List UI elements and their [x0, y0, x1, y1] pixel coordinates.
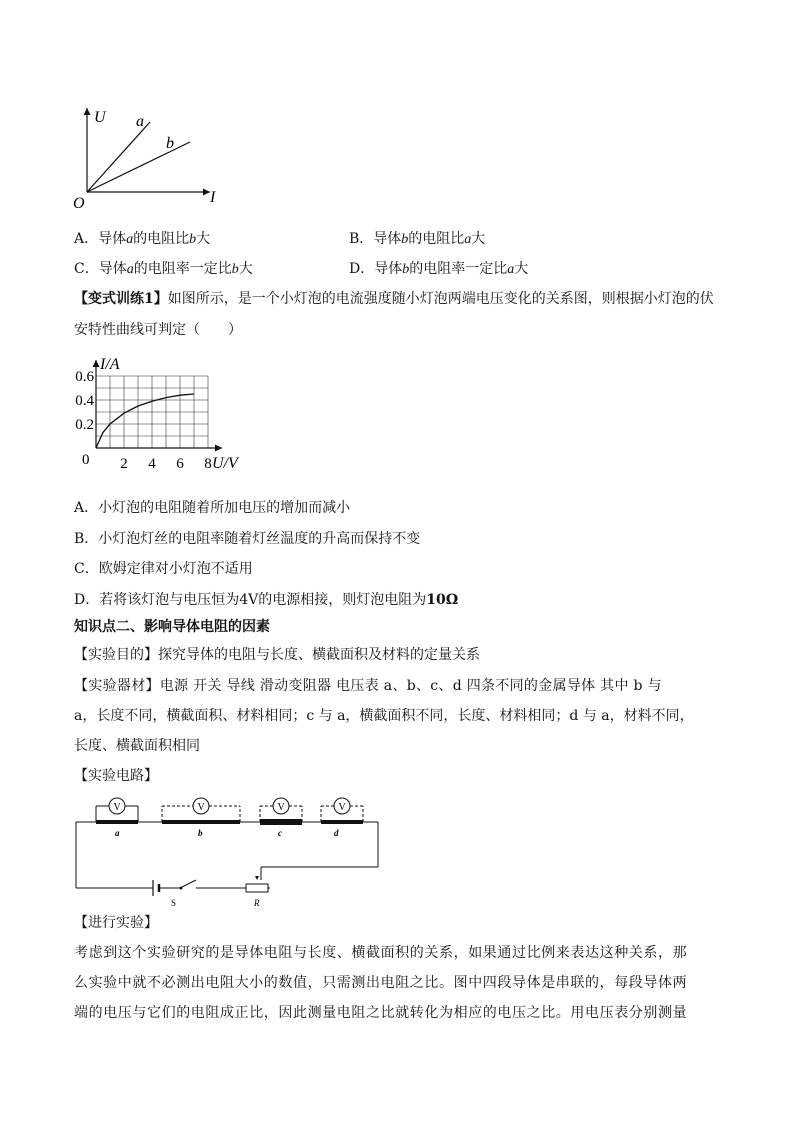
- q1-option-a-mid: 的电阻比: [133, 231, 190, 247]
- switch[interactable]: [180, 880, 197, 890]
- q1-option-a-var: a: [126, 232, 134, 247]
- rheostat[interactable]: [246, 884, 268, 892]
- conductor-c: [260, 819, 302, 825]
- q1-option-c-prefix: C．导体: [74, 261, 127, 277]
- switch-label: S: [171, 898, 177, 906]
- q1-option-a-prefix: A．导体: [74, 231, 127, 247]
- q1-option-d-var2: a: [507, 262, 515, 277]
- voltmeter-a-symbol: V: [113, 802, 121, 813]
- line-b: [87, 142, 190, 192]
- q1-option-a[interactable]: [74, 228, 210, 248]
- voltmeter-d-symbol: V: [338, 802, 346, 813]
- iu-xtick-label: 4: [148, 456, 156, 472]
- conductor-d-label: d: [334, 828, 339, 838]
- equip-line1: [74, 676, 662, 696]
- q1-option-b-var: b: [401, 232, 409, 247]
- q1-option-d-prefix: D．导体: [349, 261, 403, 277]
- variant1-line1: [74, 289, 714, 309]
- ui-graph: [70, 100, 230, 215]
- conductor-a-label: a: [115, 828, 120, 838]
- variant1-option-b[interactable]: B．小灯泡灯丝的电阻率随着灯丝温度的升高而保持不变: [74, 531, 421, 547]
- q1-option-c-mid: 的电阻率一定比: [133, 261, 232, 277]
- voltmeter-b[interactable]: [193, 798, 209, 814]
- line-a: [87, 122, 150, 192]
- line-b-label: b: [166, 135, 174, 152]
- equip-tag: 【实验器材】: [74, 678, 160, 694]
- procedure-tag: 【进行实验】: [74, 915, 158, 931]
- variant1-option-d[interactable]: [74, 590, 458, 610]
- purpose-tag: 【实验目的】: [74, 647, 158, 663]
- q1-option-d-suffix: 大: [514, 261, 529, 277]
- iu-curve: [96, 394, 194, 448]
- iu-ytick-label: 0.6: [75, 369, 94, 385]
- q1-option-b-prefix: B．导体: [349, 231, 402, 247]
- voltmeter-b-symbol: V: [197, 802, 205, 813]
- q1-option-c[interactable]: [74, 258, 253, 278]
- variant1-option-a[interactable]: A．小灯泡的电阻随着所加电压的增加而减小: [74, 500, 351, 516]
- procedure-line2: 么实验中就不必测出电阻大小的数值，只需测出电阻之比。图中四段导体是串联的，每段导体两: [74, 975, 688, 991]
- q1-option-d[interactable]: [349, 258, 528, 278]
- voltmeter-d[interactable]: [334, 798, 350, 814]
- procedure-line1: 考虑到这个实验研究的是导体电阻与长度、横截面积的关系，如果通过比例来表达这种关系，那: [74, 945, 688, 961]
- q1-option-d-var: b: [402, 262, 410, 277]
- q1-option-a-suffix: 大: [196, 231, 211, 247]
- variant1-option-d-text: D．若将该灯泡与电压恒为4V的电源相接，则灯泡电阻为: [74, 592, 427, 608]
- variant1-option-d-value: 10Ω: [426, 592, 459, 608]
- origin-label: O: [73, 195, 85, 212]
- conductor-a: [96, 820, 138, 824]
- q1-option-c-suffix: 大: [238, 261, 253, 277]
- voltmeter-c-symbol: V: [277, 802, 285, 813]
- voltmeter-c[interactable]: [273, 798, 289, 814]
- iu-xtick-label: 2: [120, 456, 128, 472]
- iu-chart: [66, 352, 256, 480]
- iu-xlabel: U/V: [212, 455, 238, 472]
- iu-ytick-label: 0.2: [75, 417, 94, 433]
- conductor-b-label: b: [198, 828, 203, 838]
- q1-option-b-mid: 的电阻比: [408, 231, 465, 247]
- rheostat-slider-arrow: [255, 876, 259, 880]
- q1-option-b[interactable]: [349, 228, 485, 248]
- q1-option-b-suffix: 大: [471, 231, 486, 247]
- iu-grid: [96, 376, 208, 448]
- voltmeter-a[interactable]: [109, 798, 125, 814]
- q1-option-d-mid: 的电阻率一定比: [409, 261, 508, 277]
- rheostat-label: R: [254, 898, 260, 906]
- variant1-line2: 安特性曲线可判定（ ）: [74, 322, 242, 338]
- i-axis-label: I: [210, 189, 216, 206]
- q1-option-c-var: a: [126, 262, 134, 277]
- purpose-text: 探究导体的电阻与长度、横截面积及材料的定量关系: [158, 647, 480, 663]
- u-axis-label: U: [94, 109, 106, 126]
- conductor-d: [321, 820, 363, 824]
- q1-option-b-var2: a: [464, 232, 472, 247]
- q1-option-c-var2: b: [231, 262, 239, 277]
- purpose-line: [74, 645, 480, 665]
- line-a-label: a: [136, 113, 144, 130]
- conductor-c-label: c: [278, 828, 282, 838]
- equip-line2: a，长度不同，横截面积、材料相同；c 与 a，横截面积不同，长度、材料相同；d 与 a，材料不同，: [74, 708, 694, 724]
- iu-ylabel: I/A: [100, 356, 120, 373]
- iu-origin-label: 0: [82, 452, 90, 468]
- iu-xtick-label: 6: [176, 456, 184, 472]
- iu-ytick-label: 0.4: [75, 393, 94, 409]
- section2-heading: 知识点二、影响导体电阻的因素: [74, 619, 270, 635]
- variant1-tag: 【变式训练1】: [74, 291, 168, 307]
- equip-line3: 长度、横截面积相同: [74, 738, 200, 754]
- circuit-tag: 【实验电路】: [74, 768, 158, 784]
- circuit-diagram: [70, 796, 390, 906]
- variant1-text1: 如图所示，是一个小灯泡的电流强度随小灯泡两端电压变化的关系图，则根据小灯泡的伏: [167, 291, 714, 307]
- iu-xtick-label: 8: [204, 456, 212, 472]
- conductor-b: [162, 820, 240, 824]
- procedure-line3: 端的电压与它们的电阻成正比，因此测量电阻之比就转化为相应的电压之比。用电压表分别测量: [74, 1005, 688, 1021]
- equip-text1: 电源 开关 导线 滑动变阻器 电压表 a、b、c、d 四条不同的金属导体 其中 b 与: [159, 678, 662, 694]
- q1-option-a-var2: b: [189, 232, 197, 247]
- variant1-option-c[interactable]: C．欧姆定律对小灯泡不适用: [74, 561, 253, 577]
